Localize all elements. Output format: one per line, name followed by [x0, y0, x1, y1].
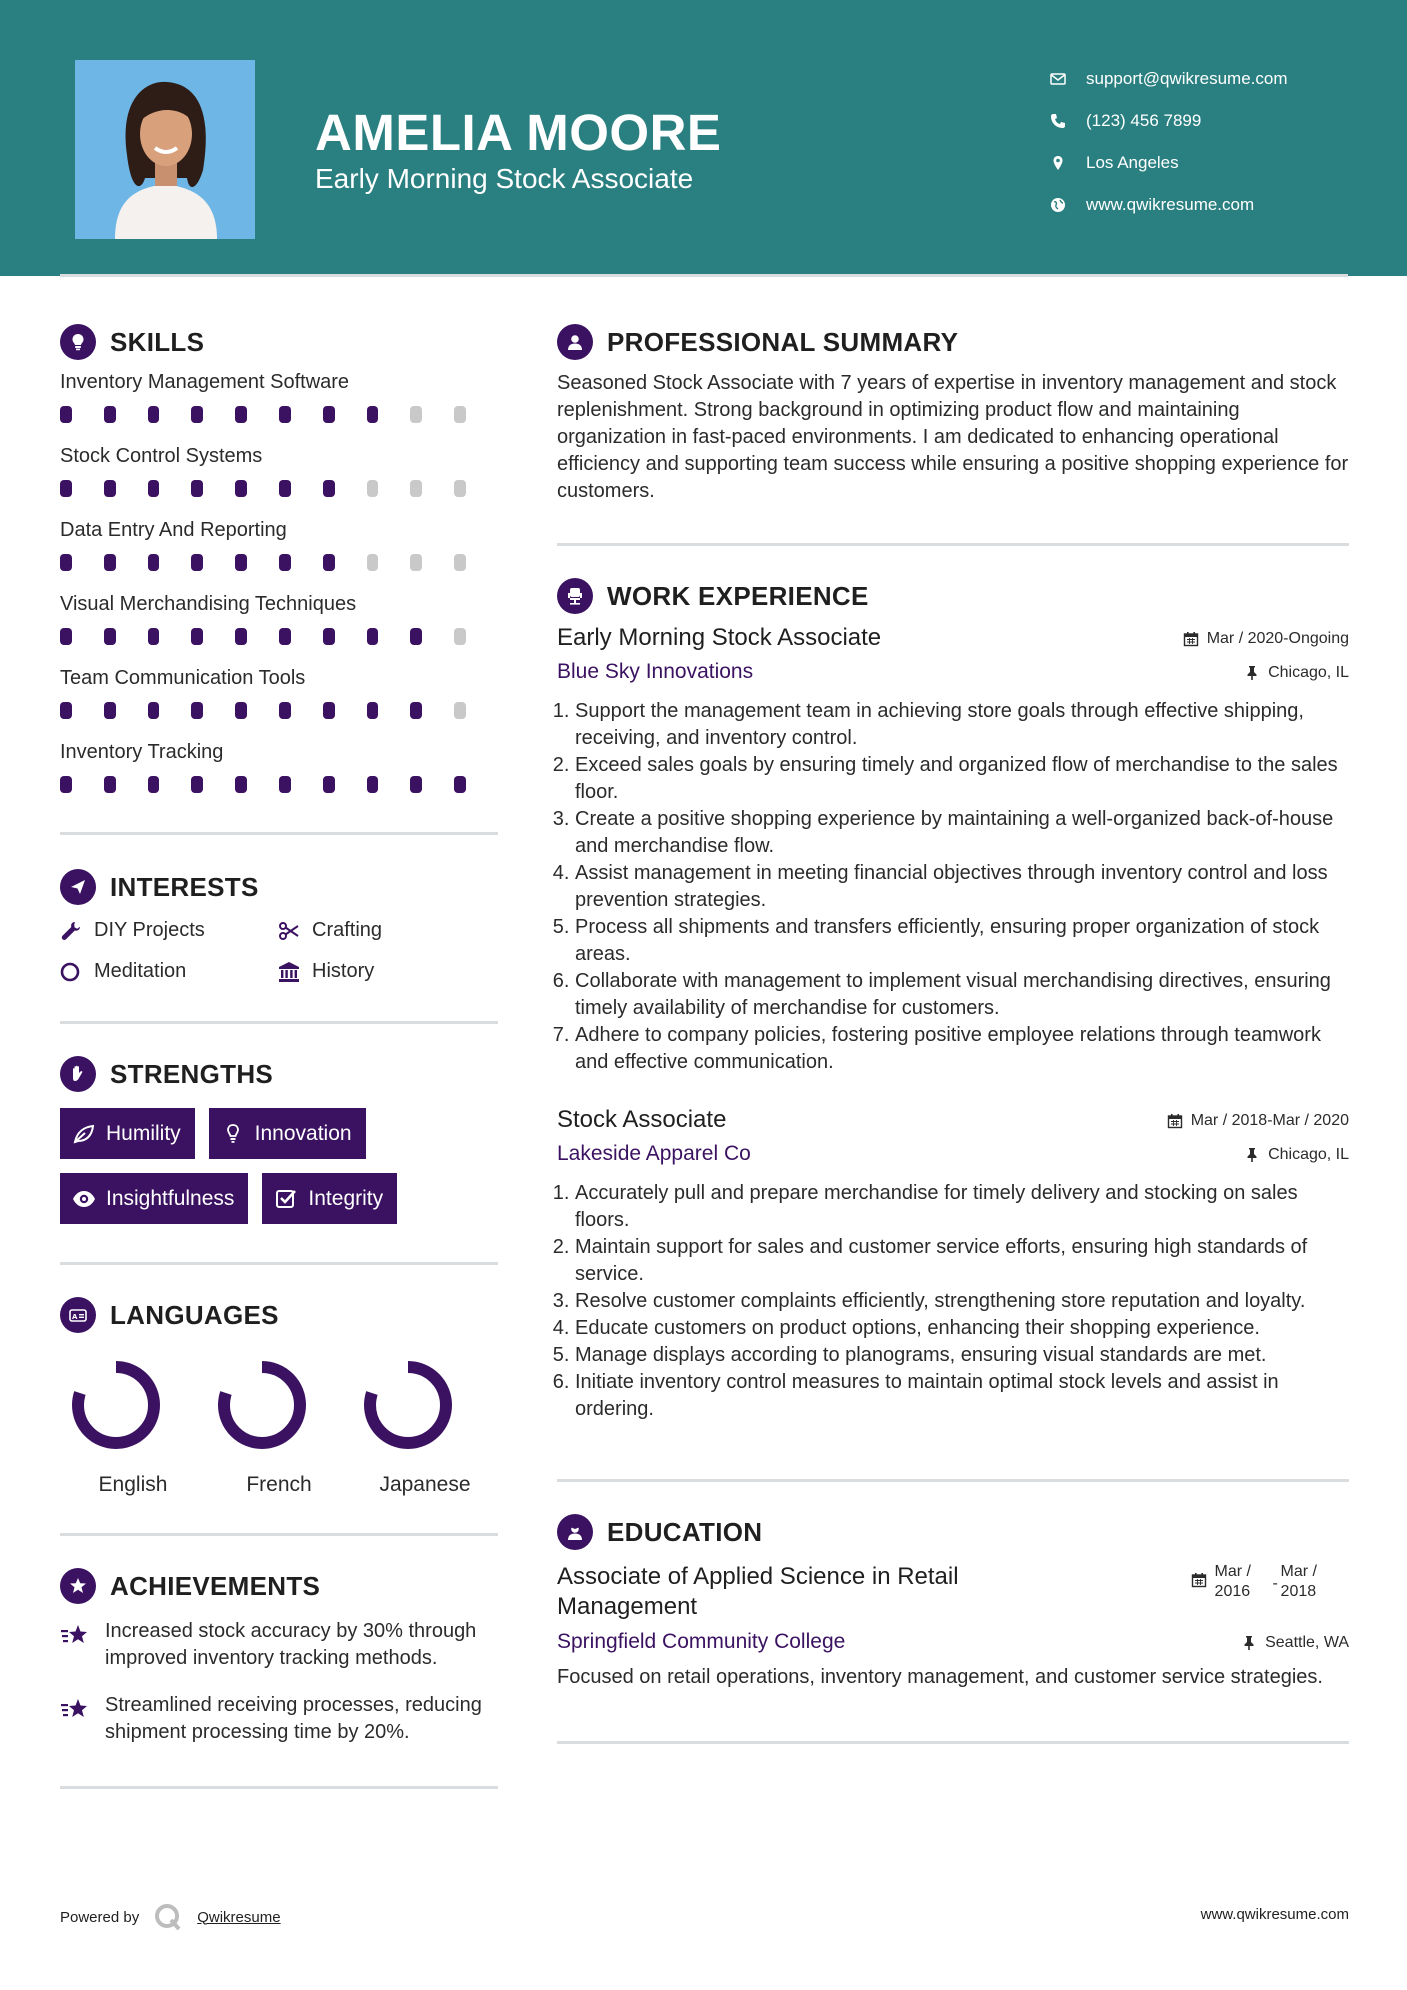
job-location-text: Chicago, IL: [1268, 1146, 1349, 1163]
footer-powered-by: [60, 1902, 281, 1932]
education-start-year: 2016: [1214, 1583, 1251, 1600]
language-label: English: [98, 1473, 168, 1496]
skill-dot-filled: [191, 554, 203, 571]
languages-heading: LANGUAGES: [110, 1299, 279, 1330]
skill-dot-filled: [60, 776, 72, 793]
achievements-divider: [60, 1786, 498, 1789]
achievement-text: Increased stock accuracy by 30% through improved inventory tracking methods.: [105, 1620, 477, 1669]
strength-tag: [60, 1108, 195, 1159]
interest-item: [278, 919, 498, 942]
bank-icon: [278, 961, 312, 983]
education-start: [1215, 1562, 1273, 1602]
job-duty: 1. Accurately pull and prepare merchandise for timely delivery and stocking on sales floors.: [575, 1180, 1349, 1234]
skills-divider: [60, 832, 498, 835]
skill-dot-empty: [454, 406, 466, 423]
job-entry: [557, 1106, 1349, 1423]
achievement-item: [60, 1618, 498, 1672]
job-location-text: Chicago, IL: [1268, 664, 1349, 681]
contact-phone-text[interactable]: (123) 456 7899: [1086, 111, 1202, 130]
interests-section: [60, 867, 498, 983]
skill-dot-filled: [148, 480, 160, 497]
job-company: Blue Sky Innovations: [557, 660, 754, 683]
skill-dot-filled: [104, 406, 116, 423]
job-location: [1244, 1146, 1349, 1164]
skill-dot-filled: [148, 776, 160, 793]
location-pin-icon: [1050, 155, 1086, 171]
candidate-name: AMELIA MOORE: [315, 104, 722, 161]
education-heading-row: [557, 1512, 1349, 1552]
skill-dot-filled: [454, 776, 466, 793]
contact-list: [1050, 58, 1288, 226]
experience-divider: [557, 1479, 1349, 1482]
job-header-row: [557, 1106, 1349, 1134]
skill-dot-filled: [148, 702, 160, 719]
skill-name: Data Entry And Reporting: [60, 519, 287, 541]
education-degree: Associate of Applied Science in Retail Management: [557, 1563, 959, 1620]
skill-dot-filled: [148, 554, 160, 571]
education-divider: [557, 1741, 1349, 1744]
job-duty: 6. Collaborate with management to implement visual merchandising directives, ensuring timely availability of merchandise for customers.: [575, 968, 1349, 1022]
skill-dot-filled: [191, 702, 203, 719]
strength-label: Integrity: [308, 1186, 384, 1210]
strength-tag: [209, 1108, 366, 1159]
experience-heading: WORK EXPERIENCE: [607, 580, 869, 611]
star-list-icon: [60, 1618, 105, 1672]
language-progress-ring: [212, 1355, 312, 1455]
job-duty: 4. Educate customers on product options, enhancing their shopping experience.: [575, 1315, 1349, 1342]
education-date-dash: -: [1272, 1575, 1278, 1592]
job-entry: [557, 624, 1349, 1076]
skill-dot-filled: [279, 702, 291, 719]
languages-heading-row: [60, 1295, 498, 1335]
job-date: [1183, 630, 1349, 648]
skill-dot-filled: [148, 628, 160, 645]
language-progress-arc: [78, 1367, 154, 1443]
education-school-row: [557, 1630, 1349, 1654]
calendar-icon: [1183, 631, 1199, 647]
skill-item: [60, 590, 498, 664]
skill-dot-filled: [60, 554, 72, 571]
experience-heading-row: [557, 576, 1349, 616]
skill-dot-filled: [104, 702, 116, 719]
skill-dot-filled: [279, 776, 291, 793]
education-description: Focused on retail operations, inventory management, and customer service strategies.: [557, 1666, 1323, 1688]
star-badge-icon: [60, 1568, 96, 1604]
skill-dot-filled: [279, 406, 291, 423]
language-progress-arc: [224, 1367, 300, 1443]
strengths-heading: STRENGTHS: [110, 1058, 274, 1089]
contact-phone[interactable]: [1050, 100, 1288, 142]
skill-dot-filled: [104, 776, 116, 793]
skill-dot-filled: [410, 702, 422, 719]
candidate-title: Early Morning Stock Associate: [315, 163, 694, 194]
pushpin-icon: [1244, 665, 1260, 681]
skill-item: [60, 516, 498, 590]
skill-name: Inventory Management Software: [60, 371, 350, 393]
interests-divider: [60, 1021, 498, 1024]
skill-dot-filled: [60, 406, 72, 423]
interests-heading: INTERESTS: [110, 871, 259, 902]
eye-icon: [72, 1187, 96, 1211]
skill-dot-filled: [235, 554, 247, 571]
strength-label: Innovation: [254, 1121, 352, 1145]
strengths-heading-row: [60, 1054, 498, 1094]
skill-dot-filled: [104, 628, 116, 645]
job-header-row: [557, 624, 1349, 652]
skill-rating: [60, 618, 498, 664]
star-list-icon: [60, 1692, 105, 1746]
contact-website-text[interactable]: www.qwikresume.com: [1086, 195, 1255, 214]
interest-label: History: [312, 960, 375, 982]
skill-rating: [60, 692, 498, 738]
skill-dot-empty: [367, 480, 379, 497]
job-date: [1167, 1112, 1349, 1130]
calendar-icon: [1167, 1113, 1183, 1129]
contact-location: [1050, 142, 1288, 184]
contact-email-text[interactable]: support@qwikresume.com: [1086, 69, 1288, 88]
skill-dot-filled: [367, 628, 379, 645]
skill-dot-filled: [191, 776, 203, 793]
language-item: [206, 1355, 352, 1497]
skill-dot-filled: [410, 776, 422, 793]
skill-dot-empty: [367, 554, 379, 571]
job-company-row: [557, 1142, 1349, 1166]
skill-name: Stock Control Systems: [60, 445, 263, 467]
brand-link[interactable]: Qwikresume: [197, 1908, 281, 1926]
job-duty: 3. Create a positive shopping experience by maintaining a well-organized back-of-house and merchandise flow.: [575, 806, 1349, 860]
skill-dot-filled: [191, 628, 203, 645]
skill-rating: [60, 396, 498, 442]
skill-dot-filled: [323, 406, 335, 423]
summary-divider: [557, 543, 1349, 546]
skill-dot-filled: [148, 406, 160, 423]
skill-dot-filled: [367, 406, 379, 423]
languages-section: [60, 1295, 498, 1497]
left-column: [60, 276, 498, 1789]
skill-dot-filled: [235, 628, 247, 645]
contact-location-text: Los Angeles: [1086, 153, 1179, 172]
skill-dot-filled: [191, 406, 203, 423]
skill-dot-empty: [454, 628, 466, 645]
job-duty: 2. Maintain support for sales and customer service efforts, ensuring high standards of service.: [575, 1234, 1349, 1288]
skill-dot-filled: [191, 480, 203, 497]
skill-dot-filled: [235, 480, 247, 497]
skills-heading-row: [60, 322, 498, 362]
education-start-month: Mar /: [1214, 1563, 1251, 1580]
strength-label: Humility: [106, 1121, 181, 1145]
qwikresume-logo-icon: [153, 1902, 183, 1932]
language-progress-arc: [370, 1367, 446, 1443]
job-company: Lakeside Apparel Co: [557, 1142, 751, 1165]
wrench-icon: [60, 920, 94, 942]
education-end-month: Mar /: [1280, 1563, 1317, 1580]
skills-list: [60, 368, 498, 812]
strength-tag: [262, 1173, 397, 1224]
interest-item: [278, 960, 498, 983]
summary-heading: PROFESSIONAL SUMMARY: [607, 326, 959, 357]
skill-dot-filled: [367, 776, 379, 793]
education-section: [557, 1512, 1349, 1691]
job-duties-list: [557, 1180, 1349, 1423]
scissors-icon: [278, 920, 312, 942]
skill-dot-filled: [104, 554, 116, 571]
interest-label: DIY Projects: [94, 919, 205, 941]
skill-name: Team Communication Tools: [60, 667, 306, 689]
experience-section: [557, 576, 1349, 1423]
skill-dot-filled: [279, 554, 291, 571]
lightbulb-icon: [60, 324, 96, 360]
job-duty: 3. Resolve customer complaints efficiently, strengthening store reputation and loyalty.: [575, 1288, 1349, 1315]
envelope-icon: [1050, 71, 1086, 87]
education-location: [1241, 1634, 1349, 1652]
job-duty: 5. Process all shipments and transfers efficiently, ensuring proper organization of stock areas.: [575, 914, 1349, 968]
skill-name: Visual Merchandising Techniques: [60, 593, 357, 615]
skill-dot-filled: [323, 702, 335, 719]
graduate-icon: [557, 1514, 593, 1550]
achievements-heading: ACHIEVEMENTS: [110, 1570, 321, 1601]
contact-website[interactable]: [1050, 184, 1288, 226]
right-column: [557, 276, 1349, 1744]
skill-dot-empty: [410, 480, 422, 497]
language-progress-ring: [66, 1355, 166, 1455]
contact-email[interactable]: [1050, 58, 1288, 100]
language-item: [352, 1355, 498, 1497]
pushpin-icon: [1241, 1635, 1257, 1651]
job-duty: 6. Initiate inventory control measures to maintain optimal stock levels and assist in ordering.: [575, 1369, 1349, 1423]
skill-dot-filled: [323, 480, 335, 497]
skill-dot-filled: [323, 776, 335, 793]
skill-rating: [60, 544, 498, 590]
summary-text: Seasoned Stock Associate with 7 years of expertise in inventory management and stock replenishment. Strong background in optimizing product flow and maintaining organization in fast-paced environments. I am dedicated to enhancing operational efficiency and supporting team success while ensuring a positive shopping experience for customers.: [557, 372, 1349, 502]
job-duty: 2. Exceed sales goals by ensuring timely and organized flow of merchandise to the sales floor.: [575, 752, 1349, 806]
achievements-heading-row: [60, 1566, 498, 1606]
skills-section: [60, 322, 498, 812]
leaf-icon: [72, 1122, 96, 1146]
skill-item: [60, 664, 498, 738]
job-company-row: [557, 660, 1349, 684]
interests-heading-row: [60, 867, 498, 907]
job-title: Early Morning Stock Associate: [557, 624, 882, 651]
skill-dot-filled: [323, 554, 335, 571]
strengths-divider: [60, 1262, 498, 1265]
job-title: Stock Associate: [557, 1106, 727, 1133]
interest-label: Crafting: [312, 919, 383, 941]
interests-list: [60, 919, 498, 983]
calendar-icon: [1191, 1572, 1207, 1588]
achievement-item: [60, 1692, 498, 1746]
strengths-section: [60, 1054, 498, 1224]
job-duty: 1. Support the management team in achieving store goals through effective shipping, receiving, and inventory control.: [575, 698, 1349, 752]
skill-dot-filled: [235, 776, 247, 793]
skill-dot-filled: [279, 628, 291, 645]
language-progress-ring: [358, 1355, 458, 1455]
pushpin-icon: [1244, 1147, 1260, 1163]
education-header-row: [557, 1562, 1349, 1622]
education-location-text: Seattle, WA: [1265, 1634, 1349, 1651]
hand-icon: [60, 1056, 96, 1092]
svg-text:A: A: [72, 1313, 78, 1321]
summary-section: [557, 322, 1349, 505]
skill-dot-filled: [279, 480, 291, 497]
skill-rating: [60, 766, 498, 812]
checkbox-icon: [274, 1187, 298, 1211]
skills-heading: SKILLS: [110, 326, 205, 357]
skill-rating: [60, 470, 498, 516]
skill-dot-empty: [454, 554, 466, 571]
job-duty: 4. Assist management in meeting financial objectives through inventory control and loss prevention strategies.: [575, 860, 1349, 914]
skill-dot-filled: [104, 480, 116, 497]
education-end: [1281, 1562, 1317, 1602]
job-duty: 5. Manage displays according to planograms, ensuring visual standards are met.: [575, 1342, 1349, 1369]
job-duty: 7. Adhere to company policies, fostering positive employee relations through teamwork and effective communication.: [575, 1022, 1349, 1076]
education-date: [1191, 1562, 1317, 1602]
lightbulb-icon: [221, 1122, 245, 1146]
education-end-year: 2018: [1280, 1583, 1317, 1600]
interest-label: Meditation: [94, 960, 187, 982]
profile-photo: [75, 60, 255, 239]
languages-divider: [60, 1533, 498, 1536]
skill-dot-filled: [60, 480, 72, 497]
user-icon: [557, 324, 593, 360]
skill-dot-empty: [410, 406, 422, 423]
job-date-text: Mar / 2020-Ongoing: [1206, 630, 1349, 647]
skill-item: [60, 738, 498, 812]
circle-icon: [60, 961, 94, 983]
language-label: French: [246, 1473, 312, 1496]
skill-dot-empty: [454, 702, 466, 719]
language-label: Japanese: [379, 1473, 471, 1496]
education-heading: EDUCATION: [607, 1516, 763, 1547]
skill-dot-empty: [410, 554, 422, 571]
job-duties-list: [557, 698, 1349, 1076]
skill-dot-filled: [235, 702, 247, 719]
skill-dot-filled: [235, 406, 247, 423]
job-date-text: Mar / 2018-Mar / 2020: [1190, 1112, 1349, 1129]
phone-icon: [1050, 113, 1086, 129]
strength-tag: [60, 1173, 248, 1224]
skill-dot-empty: [454, 480, 466, 497]
language-icon: [60, 1297, 96, 1333]
skill-name: Inventory Tracking: [60, 741, 224, 763]
resume-header: [0, 0, 1407, 276]
skill-dot-filled: [410, 628, 422, 645]
office-chair-icon: [557, 578, 593, 614]
skill-item: [60, 442, 498, 516]
summary-heading-row: [557, 322, 1349, 362]
languages-list: [60, 1355, 498, 1497]
achievement-text: Streamlined receiving processes, reducing shipment processing time by 20%.: [105, 1694, 482, 1743]
skill-dot-filled: [323, 628, 335, 645]
skill-dot-filled: [367, 702, 379, 719]
footer-website[interactable]: www.qwikresume.com: [1200, 1906, 1349, 1923]
skill-item: [60, 368, 498, 442]
interest-item: [60, 919, 278, 942]
strengths-list: [60, 1108, 498, 1224]
education-school: Springfield Community College: [557, 1630, 846, 1653]
paper-plane-icon: [60, 869, 96, 905]
interest-item: [60, 960, 278, 983]
powered-by-text: Powered by: [60, 1908, 140, 1926]
job-location: [1244, 664, 1349, 682]
strength-label: Insightfulness: [106, 1186, 235, 1210]
achievements-section: [60, 1566, 498, 1746]
skill-dot-filled: [60, 702, 72, 719]
globe-icon: [1050, 197, 1086, 213]
skill-dot-filled: [60, 628, 72, 645]
language-item: [60, 1355, 206, 1497]
